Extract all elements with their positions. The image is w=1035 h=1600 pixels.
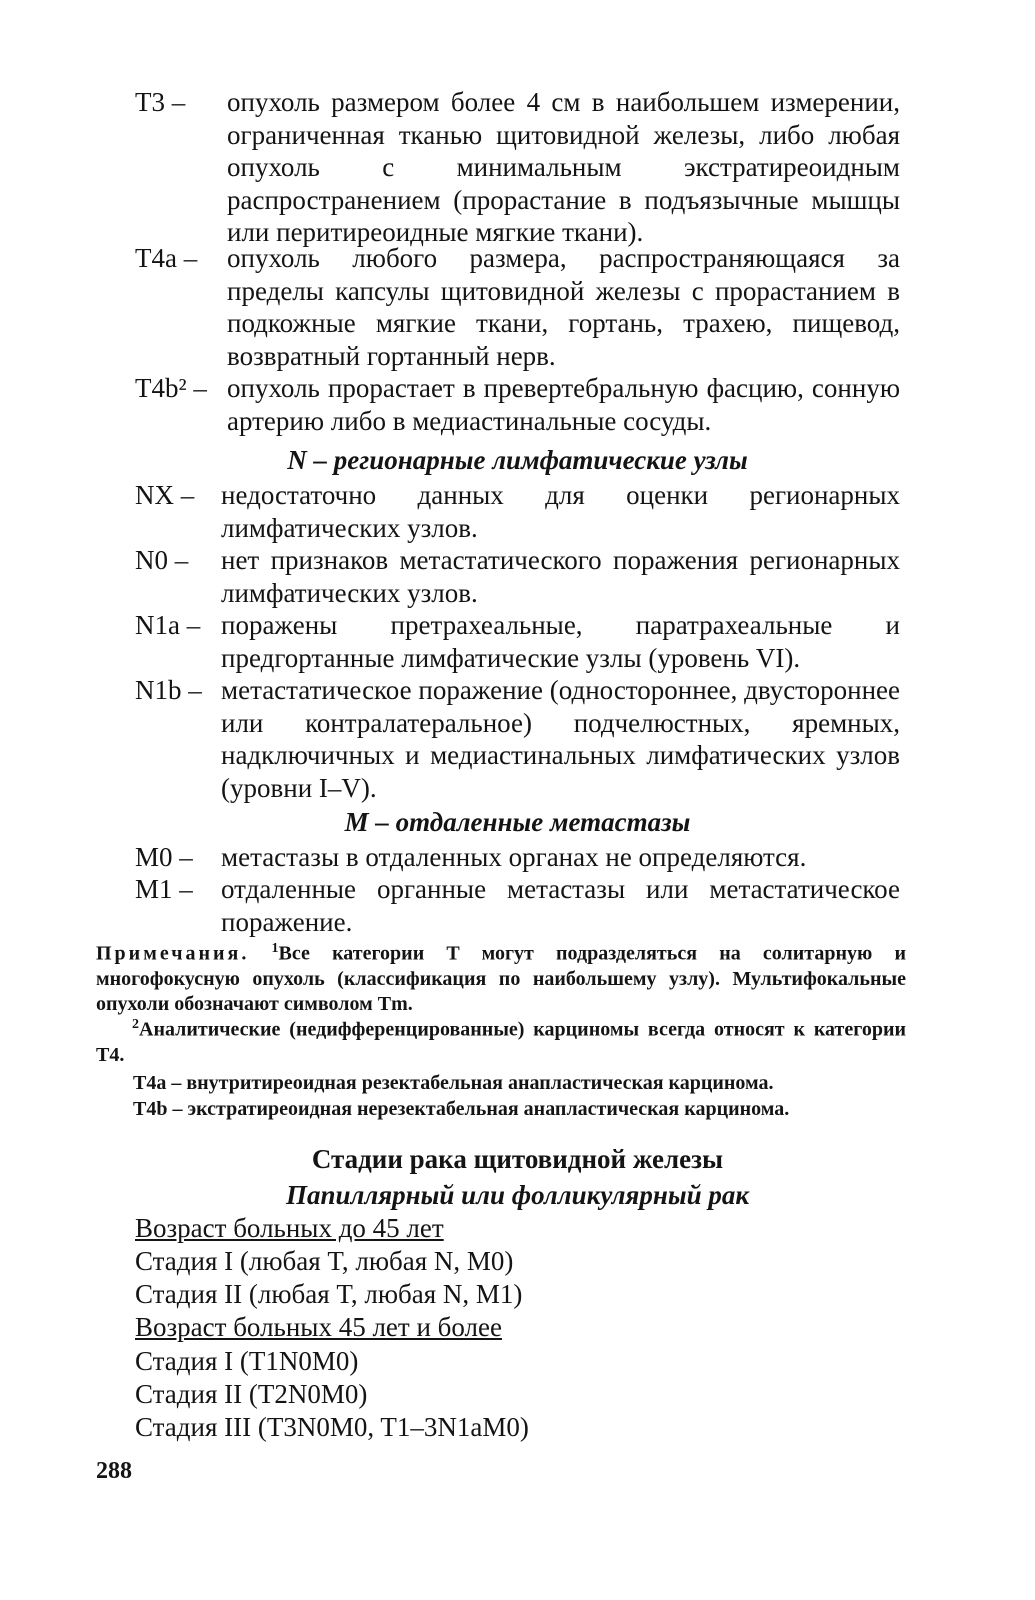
t4a-code: T4a – xyxy=(135,243,198,273)
m0-entry xyxy=(135,841,900,874)
n1a-code: N1a – xyxy=(135,610,201,640)
t3-code: T3 – xyxy=(135,87,186,117)
nx-entry xyxy=(135,479,900,545)
n0-text: нет признаков метастатического поражения регионарных лимфатических узлов. xyxy=(221,545,900,608)
m0-code: M0 – xyxy=(135,842,193,872)
n1a-entry xyxy=(135,609,900,675)
age-group-under-45: Возраст больных до 45 лет xyxy=(135,1213,444,1243)
stages-subtitle: Папиллярный или фолликулярный рак xyxy=(285,1180,750,1210)
nx-code: NX – xyxy=(135,480,195,510)
note-t4b: T4b – экстратиреоидная нерезектабельная анапластическая карцинома. xyxy=(133,1098,790,1120)
note2-sup: 2 xyxy=(132,1017,139,1032)
stage-line: Стадия II (T2N0M0) xyxy=(135,1379,368,1409)
m-heading: M – отдаленные метастазы xyxy=(344,807,691,837)
note-1 xyxy=(96,936,906,1017)
notes-label: Примечания. xyxy=(96,942,250,965)
n1a-text: поражены претрахеальные, паратрахеальные и предгортанные лимфатические узлы (уровень VI). xyxy=(221,610,900,673)
m0-text: метастазы в отдаленных органах не определяются. xyxy=(221,842,807,872)
note1-text: Все категории T могут подразделяться на солитарную и многофокусную опухоль (классификация по наибольшему узлу). Мультифокальные опухоли обозначают символом Tm. xyxy=(96,942,906,1015)
page-number: 288 xyxy=(96,1458,132,1484)
stage-line: Стадия I (T1N0M0) xyxy=(135,1346,359,1376)
n0-code: N0 – xyxy=(135,545,189,575)
t3-entry xyxy=(135,86,900,251)
note-t4a: T4a – внутритиреоидная резектабельная анапластическая карцинома. xyxy=(133,1072,774,1094)
m1-text: отдаленные органные метастазы или метастатическое поражение. xyxy=(221,874,900,937)
nx-text: недостаточно данных для оценки регионарных лимфатических узлов. xyxy=(221,480,900,543)
stage-line: Стадия II (любая T, любая N, M1) xyxy=(135,1279,523,1309)
m1-code: M1 – xyxy=(135,874,193,904)
t4b-text: опухоль прорастает в превертебральную фасцию, сонную артерию либо в медиастинальные сосуды. xyxy=(227,373,900,436)
stage-line: Стадия I (любая T, любая N, M0) xyxy=(135,1246,514,1276)
note-2 xyxy=(96,1012,906,1068)
t4b-entry xyxy=(135,372,900,438)
n0-entry xyxy=(135,544,900,610)
m1-entry xyxy=(135,873,900,939)
note2-text: Аналитические (недифференцированные) карциномы всегда относят к категории T4. xyxy=(96,1018,906,1066)
t4b-code: T4b² – xyxy=(135,373,207,403)
n1b-text: метастатическое поражение (одностороннее, двустороннее или контралатеральное) подчелюстных, яремных, надключичных и медиастинальных лимфатических узлов (уровни I–V). xyxy=(221,675,900,803)
t4a-entry xyxy=(135,242,900,372)
n1b-entry xyxy=(135,674,900,806)
n1b-code: N1b – xyxy=(135,675,202,705)
stages-title: Стадии рака щитовидной железы xyxy=(311,1144,724,1174)
note1-sup: 1 xyxy=(271,941,279,956)
t3-text: опухоль размером более 4 см в наибольшем измерении, ограниченная тканью щитовидной железы, либо любая опухоль с минимальным экстратиреоидным распространением (прорастание в подъязычные мышцы или перитиреоидные мягкие ткани). xyxy=(227,87,900,247)
n-heading: N – регионарные лимфатические узлы xyxy=(287,445,748,475)
t4a-text: опухоль любого размера, распространяющаяся за пределы капсулы щитовидной железы с прорастанием в подкожные мягкие ткани, гортань, трахею, пищевод, возвратный гортанный нерв. xyxy=(227,243,900,371)
age-group-45-plus: Возраст больных 45 лет и более xyxy=(135,1312,502,1342)
stage-line: Стадия III (T3N0M0, T1–3N1aM0) xyxy=(135,1412,529,1442)
